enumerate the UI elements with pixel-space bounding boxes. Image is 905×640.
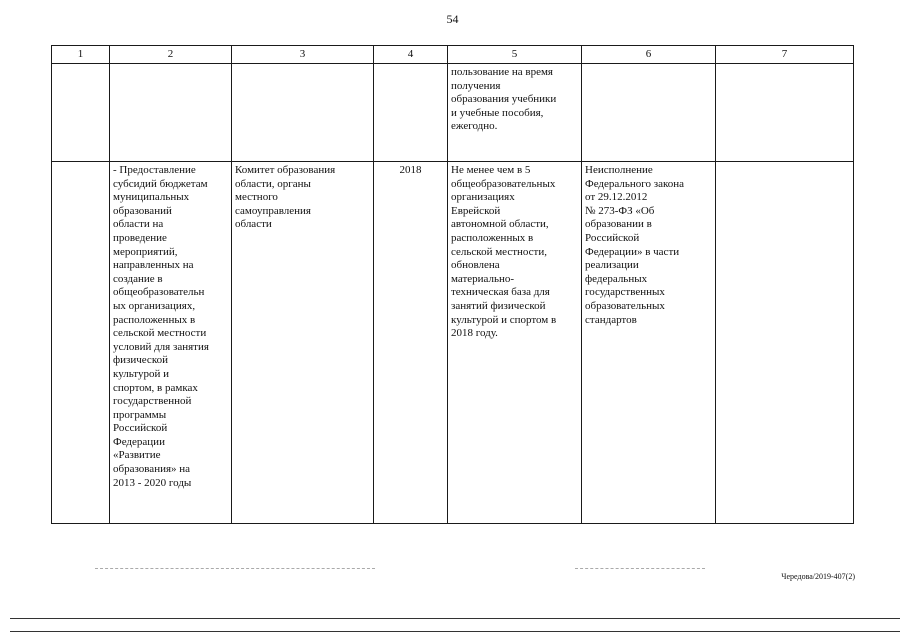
row2-col-3: [232, 162, 374, 524]
header-col-3: 3: [232, 46, 374, 64]
responsible-executor: Комитет образования области, органы местного самоуправления области: [235, 164, 336, 231]
footer-divider: [10, 618, 900, 619]
row1-measure-text: пользование на время получения образования учебники и учебные пособия, ежегодно.: [451, 66, 557, 133]
row2-col-4: [374, 162, 448, 524]
implementation-year: 2018: [399, 164, 422, 176]
expected-result: Не менее чем в 5 общеобразовательных организациях Еврейской автономной области, расположенных в сельской местности, обновлена материально- техническая база для занятий физической культурой и спортом в 2018 году.: [451, 164, 557, 340]
row2-col-1: [52, 162, 110, 524]
row2-col-5: [448, 162, 582, 524]
measure-description: - Предоставление субсидий бюджетам муниципальных образований области на проведение мероприятий, направленных на создание в общеобразовательн ых организациях, расположенных в сельской местности условий для занятия физической культурой и спортом, в рамках государственной программы Российской Федерации «Развитие образования» на 2013 - 2020 годы: [113, 164, 209, 489]
row1-col-2: [110, 64, 232, 162]
header-col-6: 6: [582, 46, 716, 64]
table-header-row: [52, 46, 854, 64]
table-row: [52, 162, 854, 524]
row1-col-6: [582, 64, 716, 162]
document-footer-code: Чередова/2019-407(2): [781, 572, 855, 581]
row1-col-7: [716, 64, 854, 162]
footer-divider: [10, 631, 900, 632]
row1-col-5: [448, 64, 582, 162]
header-col-2: 2: [110, 46, 232, 64]
document-table: [51, 45, 854, 524]
row1-col-1: [52, 64, 110, 162]
row2-col-2: [110, 162, 232, 524]
row1-col-3: [232, 64, 374, 162]
page-number: 54: [446, 12, 459, 26]
header-col-5: 5: [448, 46, 582, 64]
scan-artifact-line: [95, 568, 375, 569]
scan-artifact-line: [575, 568, 705, 569]
row2-col-6: [582, 162, 716, 524]
header-col-1: 1: [52, 46, 110, 64]
row1-col-4: [374, 64, 448, 162]
header-col-7: 7: [716, 46, 854, 64]
header-col-4: 4: [374, 46, 448, 64]
consequences-of-non-implementation: Неисполнение Федерального закона от 29.12.2012 № 273-ФЗ «Об образовании в Российской Федерации» в части реализации федеральных государственных образовательных стандартов: [585, 164, 685, 326]
table-row: [52, 64, 854, 162]
row2-col-7: [716, 162, 854, 524]
